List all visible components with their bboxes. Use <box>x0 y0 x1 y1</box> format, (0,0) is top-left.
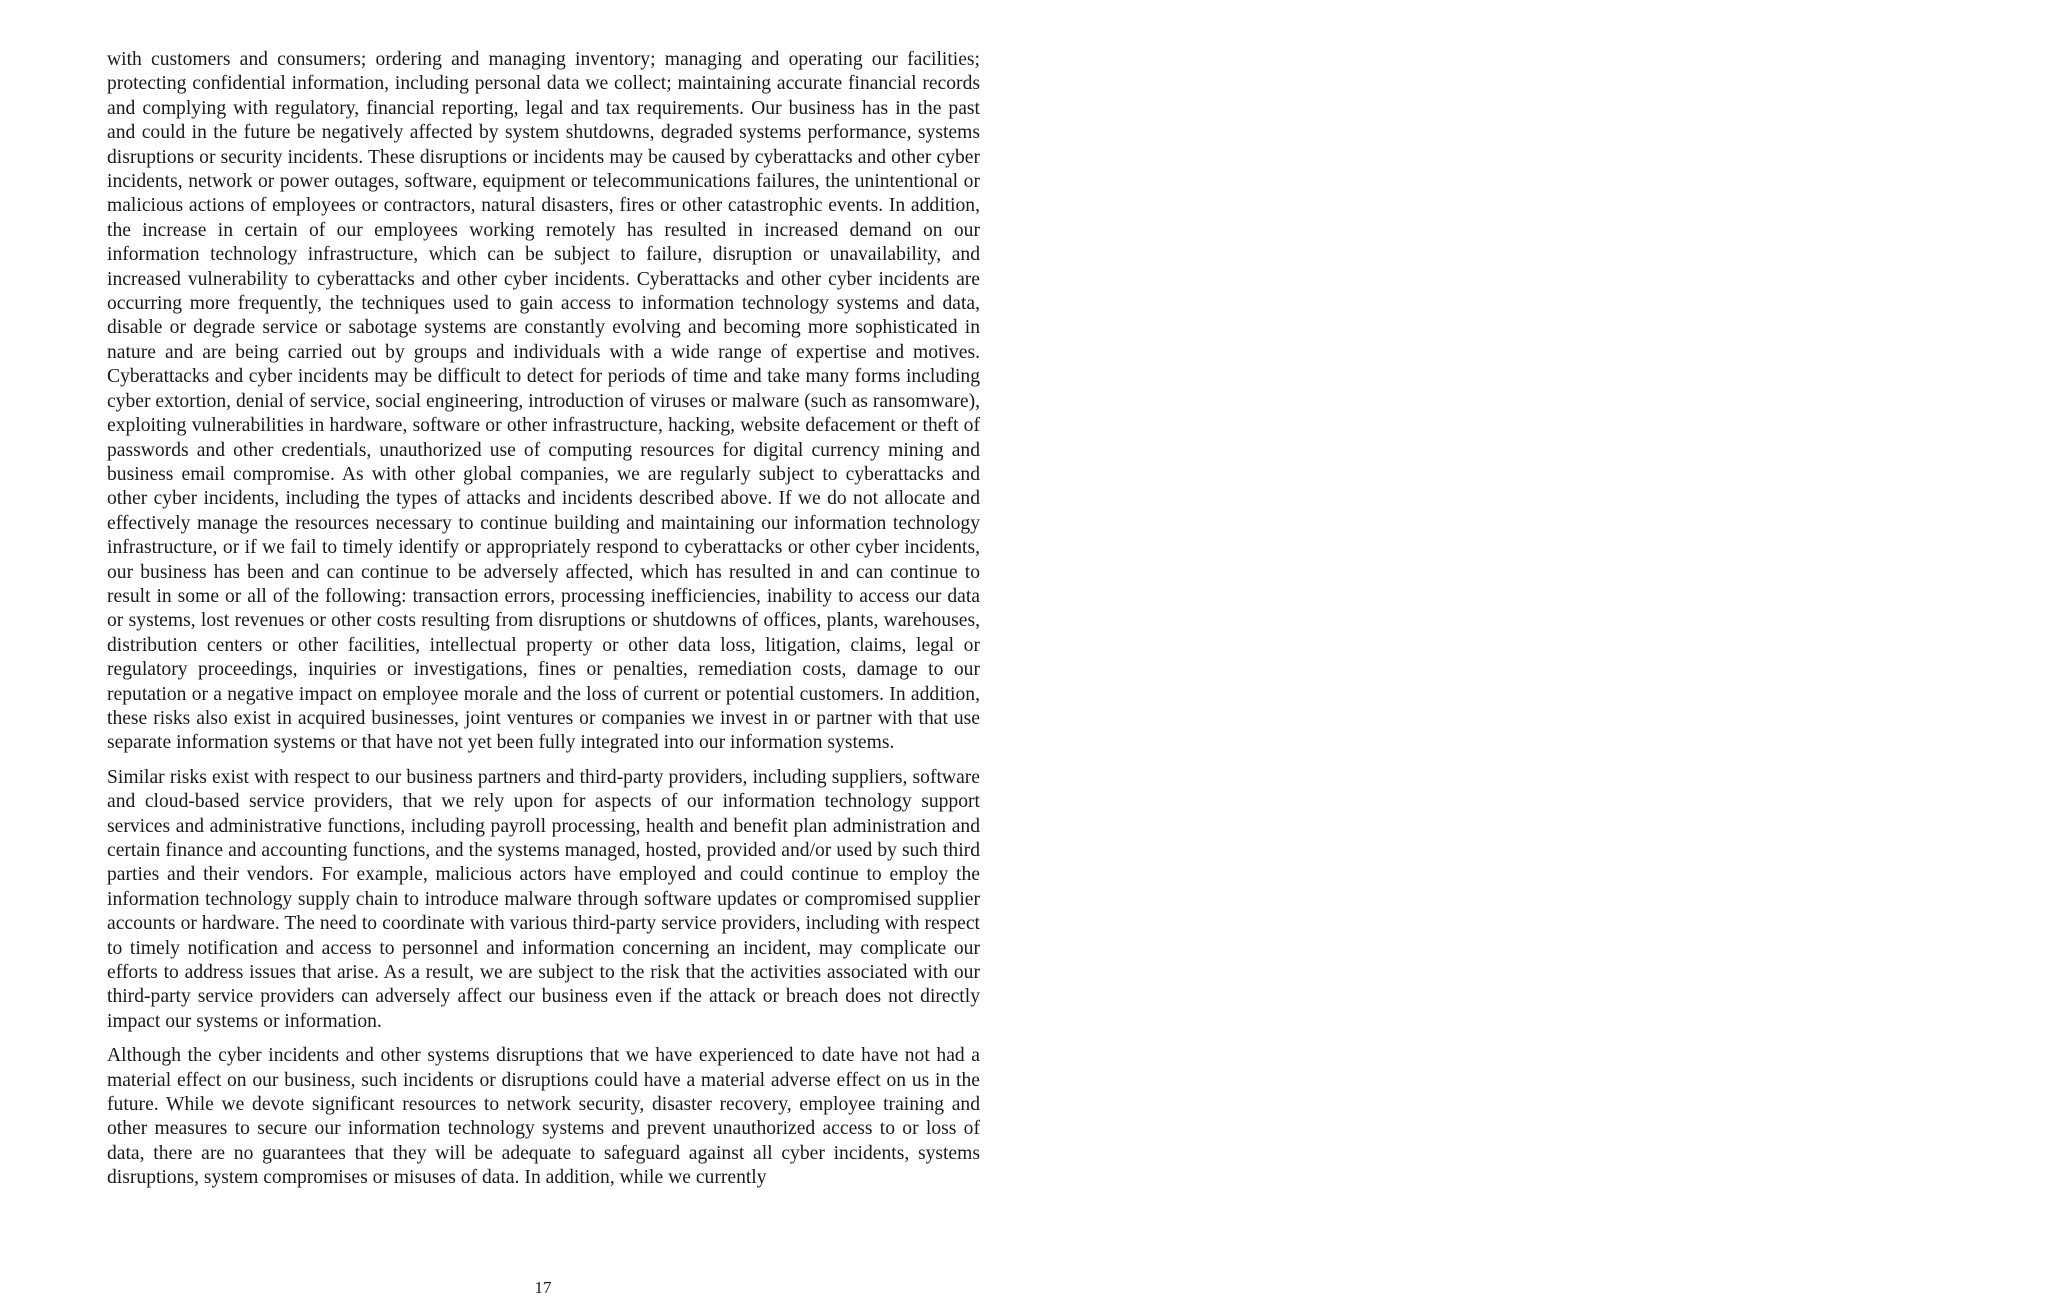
paragraph-incident-effects: Although the cyber incidents and other systems disruptions that we have experienced to date have not had a material effect on our business, such incidents or disruptions could have a material adverse effect on us in the future. While we devote significant resources to network security, disaster recovery, employee training and other measures to secure our information technology systems and prevent unauthorized access to or loss of data, there are no guarantees that they will be adequate to safeguard against all cyber incidents, systems disruptions, system compromises or misuses of data. In addition, while we currently <box>107 1045 980 1189</box>
paragraph-third-party-risks: Similar risks exist with respect to our business partners and third-party providers, including suppliers, software and cloud-based service providers, that we rely upon for aspects of our information technology support services and administrative functions, including payroll processing, health and benefit plan administration and certain finance and accounting functions, and the systems managed, hosted, provided and/or used by such third parties and their vendors. For example, malicious actors have employed and could continue to employ the information technology supply chain to introduce malware through software updates or compromised supplier accounts or hardware. The need to coordinate with various third-party service providers, including with respect to timely notification and access to personnel and information concerning an incident, may complicate our efforts to address issues that arise. As a result, we are subject to the risk that the activities associated with our third-party service providers can adversely affect our business even if the attack or breach does not directly impact our systems or information. <box>107 766 980 1032</box>
paragraph-cyber-risks: with customers and consumers; ordering and managing inventory; managing and operating our facilities; protecting confidential information, including personal data we collect; maintaining accurate financial records and complying with regulatory, financial reporting, legal and tax requirements. Our business has in the past and could in the future be negatively affected by system shutdowns, degraded systems performance, systems disruptions or security incidents. These disruptions or incidents may be caused by cyberattacks and other cyber incidents, network or power outages, software, equipment or telecommunications failures, the unintentional or malicious actions of employees or contractors, natural disasters, fires or other catastrophic events. In addition, the increase in certain of our employees working remotely has resulted in increased demand on our information technology infrastructure, which can be subject to failure, disruption or unavailability, and increased vulnerability to cyberattacks and other cyber incidents. Cyberattacks and other cyber incidents are occurring more frequently, the techniques used to gain access to information technology systems and data, disable or degrade service or sabotage systems are constantly evolving and becoming more sophisticated in nature and are being carried out by groups and individuals with a wide range of expertise and motives. Cyberattacks and cyber incidents may be difficult to detect for periods of time and take many forms including cyber extortion, denial of service, social engineering, introduction of viruses or malware (such as ransomware), exploiting vulnerabilities in hardware, software or other infrastructure, hacking, website defacement or theft of passwords and other credentials, unauthorized use of computing resources for digital currency mining and business email compromise. As with other global companies, we are regularly subject to cyberattacks and other cyber incidents, including the types of attacks and incidents described above. If we do not allocate and effectively manage the resources necessary to continue building and maintaining our information technology infrastructure, or if we fail to timely identify or appropriately respond to cyberattacks or other cyber incidents, our business has been and can continue to be adversely affected, which has resulted in and can continue to result in some or all of the following: transaction errors, processing inefficiencies, inability to access our data or systems, lost revenues or other costs resulting from disruptions or shutdowns of offices, plants, warehouses, distribution centers or other facilities, intellectual property or other data loss, litigation, claims, legal or regulatory proceedings, inquiries or investigations, fines or penalties, remediation costs, damage to our reputation or a negative impact on employee morale and the loss of current or potential customers. In addition, these risks also exist in acquired businesses, joint ventures or companies we invest in or partner with that use separate information systems or that have not yet been fully integrated into our information systems. <box>107 49 980 754</box>
page-number: 17 <box>534 1278 552 1297</box>
body-text <box>107 48 980 1201</box>
